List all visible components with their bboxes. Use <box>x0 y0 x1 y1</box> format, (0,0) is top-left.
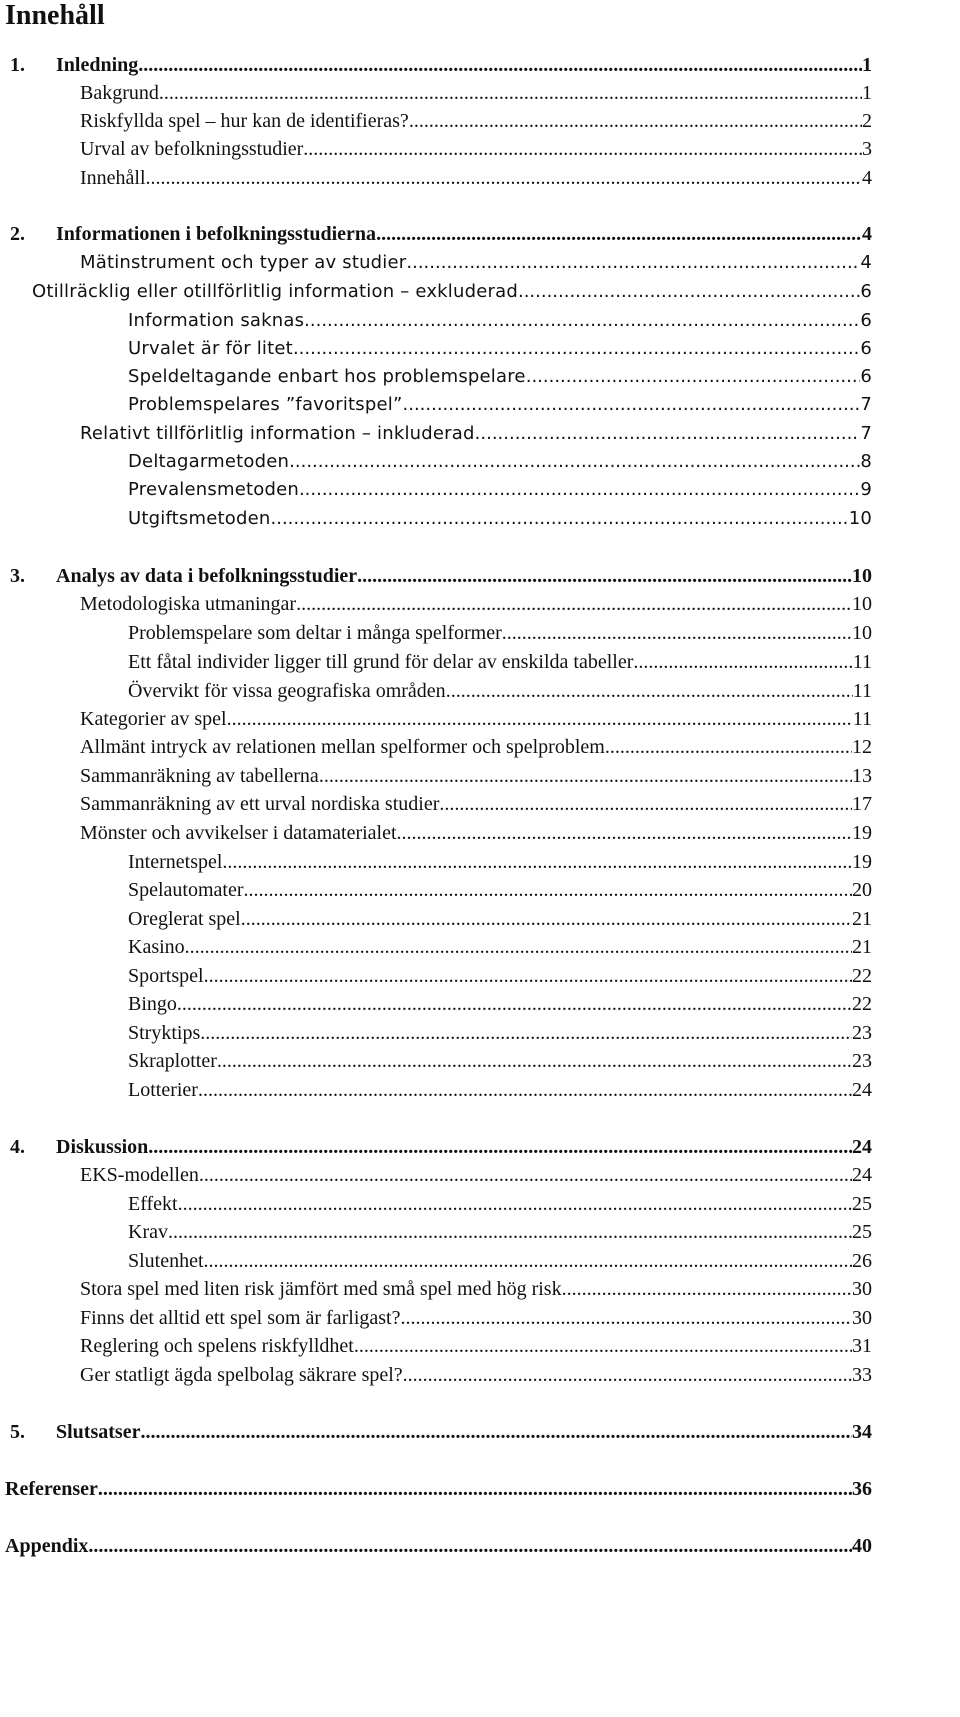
toc-entry-page: 25 <box>852 1193 872 1215</box>
toc-entry[interactable] <box>128 479 872 500</box>
toc-entry-page: 13 <box>852 765 872 787</box>
toc-entry-page: 19 <box>852 822 872 844</box>
toc-entry-page: 12 <box>852 736 872 758</box>
toc-entry-label: Bakgrund <box>80 82 159 104</box>
toc-entry-label: Problemspelare som deltar i många spelformer <box>128 622 502 644</box>
toc-entry-page: 10 <box>848 508 872 529</box>
toc-entry-label: Sportspel <box>128 965 204 987</box>
toc-entry[interactable] <box>128 1050 872 1073</box>
toc-entry-page: 36 <box>852 1478 872 1500</box>
toc-entry-page: 21 <box>852 908 872 930</box>
toc-entry-label: Diskussion <box>56 1136 149 1158</box>
toc-entry[interactable] <box>80 822 872 845</box>
toc-dot-leader <box>562 1278 852 1301</box>
toc-entry[interactable] <box>80 765 872 788</box>
toc-dot-leader <box>303 138 862 161</box>
toc-entry-label: Sammanräkning av ett urval nordiska studier <box>80 793 440 815</box>
toc-entry-page: 7 <box>860 423 872 444</box>
toc-dot-leader <box>526 366 861 387</box>
toc-entry-number: 3. <box>10 565 25 587</box>
toc-entry-page: 6 <box>860 338 872 359</box>
toc-dot-leader <box>168 1221 852 1244</box>
toc-entry-label: Krav <box>128 1221 168 1243</box>
toc-entry-label: Övervikt för vissa geografiska områden <box>128 680 446 702</box>
toc-dot-leader <box>271 508 849 529</box>
toc-entry-number: 5. <box>10 1421 25 1443</box>
toc-dot-leader <box>403 1364 852 1387</box>
toc-dot-leader <box>204 1250 852 1273</box>
toc-entry[interactable] <box>10 223 872 246</box>
toc-dot-leader <box>222 851 852 874</box>
toc-entry-label: Mätinstrument och typer av studier <box>80 252 407 273</box>
toc-entry[interactable] <box>128 908 872 931</box>
toc-entry[interactable] <box>80 138 872 161</box>
toc-entry-label: Metodologiska utmaningar <box>80 593 297 615</box>
toc-entry-label: Finns det alltid ett spel som är farligast? <box>80 1307 401 1329</box>
toc-entry[interactable] <box>128 993 872 1016</box>
toc-entry-number: 1. <box>10 54 25 76</box>
toc-entry[interactable] <box>80 423 872 444</box>
toc-entry-label: Inledning <box>56 54 139 76</box>
toc-entry-page: 21 <box>852 936 872 958</box>
toc-entry-label: Internetspel <box>128 851 223 873</box>
toc-dot-leader <box>357 565 852 588</box>
toc-entry-page: 4 <box>862 223 872 245</box>
toc-dot-leader <box>140 1421 852 1444</box>
toc-entry-page: 20 <box>852 879 872 901</box>
toc-dot-leader <box>148 1136 852 1159</box>
toc-entry-label: Skraplotter <box>128 1050 217 1072</box>
toc-entry-label: Kasino <box>128 936 185 958</box>
toc-entry[interactable] <box>128 965 872 988</box>
toc-entry-label: Analys av data i befolkningsstudier <box>56 565 358 587</box>
toc-entry-page: 10 <box>852 622 872 644</box>
toc-dot-leader <box>241 908 852 931</box>
toc-entry[interactable] <box>128 680 872 703</box>
toc-dot-leader <box>304 310 860 331</box>
toc-entry-label: Slutenhet <box>128 1250 204 1272</box>
toc-dot-leader <box>403 394 861 415</box>
toc-entry-label: Kategorier av spel <box>80 708 227 730</box>
toc-entry-label: EKS-modellen <box>80 1164 199 1186</box>
toc-entry-page: 3 <box>862 138 872 160</box>
toc-entry[interactable] <box>80 593 872 616</box>
toc-dot-leader <box>475 423 861 444</box>
toc-entry-page: 24 <box>852 1079 872 1101</box>
toc-entry-page: 26 <box>852 1250 872 1272</box>
toc-entry-page: 30 <box>852 1278 872 1300</box>
toc-entry-page: 1 <box>862 82 872 104</box>
toc-entry-label: Stryktips <box>128 1022 201 1044</box>
toc-entry[interactable] <box>128 936 872 959</box>
toc-entry-page: 31 <box>852 1335 872 1357</box>
toc-entry-page: 9 <box>860 479 872 500</box>
toc-entry[interactable] <box>80 252 872 273</box>
toc-dot-leader <box>138 54 862 77</box>
toc-entry-page: 11 <box>852 651 872 673</box>
toc-entry[interactable] <box>128 1221 872 1244</box>
toc-entry[interactable] <box>128 508 872 529</box>
toc-dot-leader <box>605 736 852 759</box>
toc-entry[interactable] <box>128 1193 872 1216</box>
toc-entry[interactable] <box>80 1278 872 1301</box>
toc-entry[interactable] <box>128 338 872 359</box>
toc-dot-leader <box>177 993 852 1016</box>
toc-entry-label: Slutsatser <box>56 1421 141 1443</box>
toc-entry-page: 6 <box>860 366 872 387</box>
toc-entry-page: 34 <box>852 1421 872 1443</box>
toc-dot-leader <box>200 1022 852 1045</box>
toc-entry-page: 6 <box>860 281 872 302</box>
toc-entry[interactable] <box>128 310 872 331</box>
toc-entry-page: 22 <box>852 993 872 1015</box>
toc-dot-leader <box>198 1079 852 1102</box>
toc-entry[interactable] <box>10 565 872 588</box>
toc-entry-page: 11 <box>852 680 872 702</box>
toc-entry-page: 2 <box>862 110 872 132</box>
toc-dot-leader <box>98 1478 852 1501</box>
toc-entry-page: 25 <box>852 1221 872 1243</box>
toc-entry-page: 30 <box>852 1307 872 1329</box>
toc-dot-leader <box>502 622 852 645</box>
toc-entry-label: Spelautomater <box>128 879 244 901</box>
toc-entry-page: 24 <box>852 1164 872 1186</box>
toc-entry[interactable] <box>128 651 872 674</box>
toc-entry-label: Innehåll <box>80 167 146 189</box>
toc-dot-leader <box>88 1535 852 1558</box>
toc-entry-page: 7 <box>860 394 872 415</box>
toc-entry[interactable] <box>128 451 872 472</box>
toc-entry[interactable] <box>10 1136 872 1159</box>
toc-entry-page: 17 <box>852 793 872 815</box>
toc-dot-leader <box>397 822 852 845</box>
toc-dot-leader <box>439 793 852 816</box>
toc-entry-page: 23 <box>852 1050 872 1072</box>
toc-entry[interactable] <box>128 1250 872 1273</box>
toc-entry-label: Utgiftsmetoden <box>128 508 271 529</box>
toc-entry-label: Urvalet är för litet <box>128 338 293 359</box>
toc-entry-label: Speldeltagande enbart hos problemspelare <box>128 366 526 387</box>
toc-dot-leader <box>633 651 852 674</box>
toc-entry[interactable] <box>80 1335 872 1358</box>
toc-entry-page: 19 <box>852 851 872 873</box>
toc-entry-page: 1 <box>862 54 872 76</box>
toc-dot-leader <box>289 451 860 472</box>
toc-entry-label: Ger statligt ägda spelbolag säkrare spel? <box>80 1364 403 1386</box>
toc-entry[interactable] <box>80 110 872 133</box>
toc-dot-leader <box>199 1164 852 1187</box>
toc-dot-leader <box>354 1335 852 1358</box>
toc-entry[interactable] <box>80 167 872 190</box>
toc-dot-leader <box>159 82 862 105</box>
toc-dot-leader <box>518 281 860 302</box>
toc-dot-leader <box>217 1050 852 1073</box>
toc-entry[interactable] <box>10 54 872 77</box>
toc-entry-label: Problemspelares ”favoritspel” <box>128 394 403 415</box>
toc-entry-number: 2. <box>10 223 25 245</box>
toc-dot-leader <box>406 252 860 273</box>
toc-entry[interactable] <box>5 1478 872 1501</box>
toc-entry[interactable] <box>128 622 872 645</box>
toc-entry[interactable] <box>32 281 872 302</box>
toc-dot-leader <box>204 965 852 988</box>
toc-entry-label: Otillräcklig eller otillförlitlig information – exkluderad <box>32 281 518 302</box>
toc-entry-label: Stora spel med liten risk jämfört med små spel med hög risk <box>80 1278 562 1300</box>
toc-entry[interactable] <box>128 1079 872 1102</box>
toc-entry-page: 4 <box>862 167 872 189</box>
toc-entry[interactable] <box>128 366 872 387</box>
toc-entry-label: Sammanräkning av tabellerna <box>80 765 319 787</box>
toc-dot-leader <box>376 223 862 246</box>
toc-entry[interactable] <box>80 82 872 105</box>
toc-entry-page: 4 <box>860 252 872 273</box>
toc-entry-page: 11 <box>852 708 872 730</box>
toc-entry[interactable] <box>80 708 872 731</box>
toc-entry-label: Oreglerat spel <box>128 908 241 930</box>
toc-dot-leader <box>401 1307 853 1330</box>
toc-dot-leader <box>319 765 852 788</box>
toc-entry-page: 22 <box>852 965 872 987</box>
toc-entry[interactable] <box>10 1421 872 1444</box>
toc-entry-page: 10 <box>852 593 872 615</box>
toc-entry-label: Mönster och avvikelser i datamaterialet <box>80 822 397 844</box>
toc-entry-page: 6 <box>860 310 872 331</box>
toc-entry-label: Prevalensmetoden <box>128 479 299 500</box>
toc-entry[interactable] <box>80 1307 872 1330</box>
toc-dot-leader <box>146 167 862 190</box>
toc-entry[interactable] <box>128 1022 872 1045</box>
toc-entry-label: Lotterier <box>128 1079 198 1101</box>
toc-entry-page: 8 <box>860 451 872 472</box>
toc-dot-leader <box>185 936 852 959</box>
toc-entry-label: Bingo <box>128 993 177 1015</box>
toc-dot-leader <box>227 708 853 731</box>
toc-entry-number: 4. <box>10 1136 25 1158</box>
toc-entry-label: Urval av befolkningsstudier <box>80 138 304 160</box>
toc-entry-page: 24 <box>852 1136 872 1158</box>
toc-entry-page: 40 <box>852 1535 872 1557</box>
toc-entry[interactable] <box>128 851 872 874</box>
toc-entry[interactable] <box>128 879 872 902</box>
toc-entry-page: 23 <box>852 1022 872 1044</box>
toc-dot-leader <box>409 110 862 133</box>
toc-entry-label: Ett fåtal individer ligger till grund för delar av enskilda tabeller <box>128 651 634 673</box>
toc-entry[interactable] <box>80 793 872 816</box>
toc-entry-label: Informationen i befolkningsstudierna <box>56 223 377 245</box>
toc-entry-label: Effekt <box>128 1193 178 1215</box>
toc-entry-label: Appendix <box>5 1535 89 1557</box>
toc-entry[interactable] <box>80 1364 872 1387</box>
toc-entry-label: Relativt tillförlitlig information – inkluderad <box>80 423 475 444</box>
toc-entry-label: Referenser <box>5 1478 98 1500</box>
toc-dot-leader <box>178 1193 852 1216</box>
toc-dot-leader <box>293 338 860 359</box>
page-title: Innehåll <box>5 0 105 31</box>
toc-entry-page: 10 <box>852 565 872 587</box>
toc-entry-label: Information saknas <box>128 310 305 331</box>
toc-entry[interactable] <box>80 1164 872 1187</box>
toc-entry-label: Deltagarmetoden <box>128 451 290 472</box>
toc-dot-leader <box>296 593 852 616</box>
toc-entry-label: Riskfyllda spel – hur kan de identifieras? <box>80 110 409 132</box>
toc-entry-label: Reglering och spelens riskfylldhet <box>80 1335 354 1357</box>
toc-entry-label: Allmänt intryck av relationen mellan spelformer och spelproblem <box>80 736 605 758</box>
toc-entry-page: 33 <box>852 1364 872 1386</box>
toc-dot-leader <box>244 879 852 902</box>
toc-dot-leader <box>299 479 860 500</box>
toc-entry[interactable] <box>80 736 872 759</box>
toc-dot-leader <box>446 680 853 703</box>
toc-entry[interactable] <box>5 1535 872 1558</box>
toc-entry[interactable] <box>128 394 872 415</box>
